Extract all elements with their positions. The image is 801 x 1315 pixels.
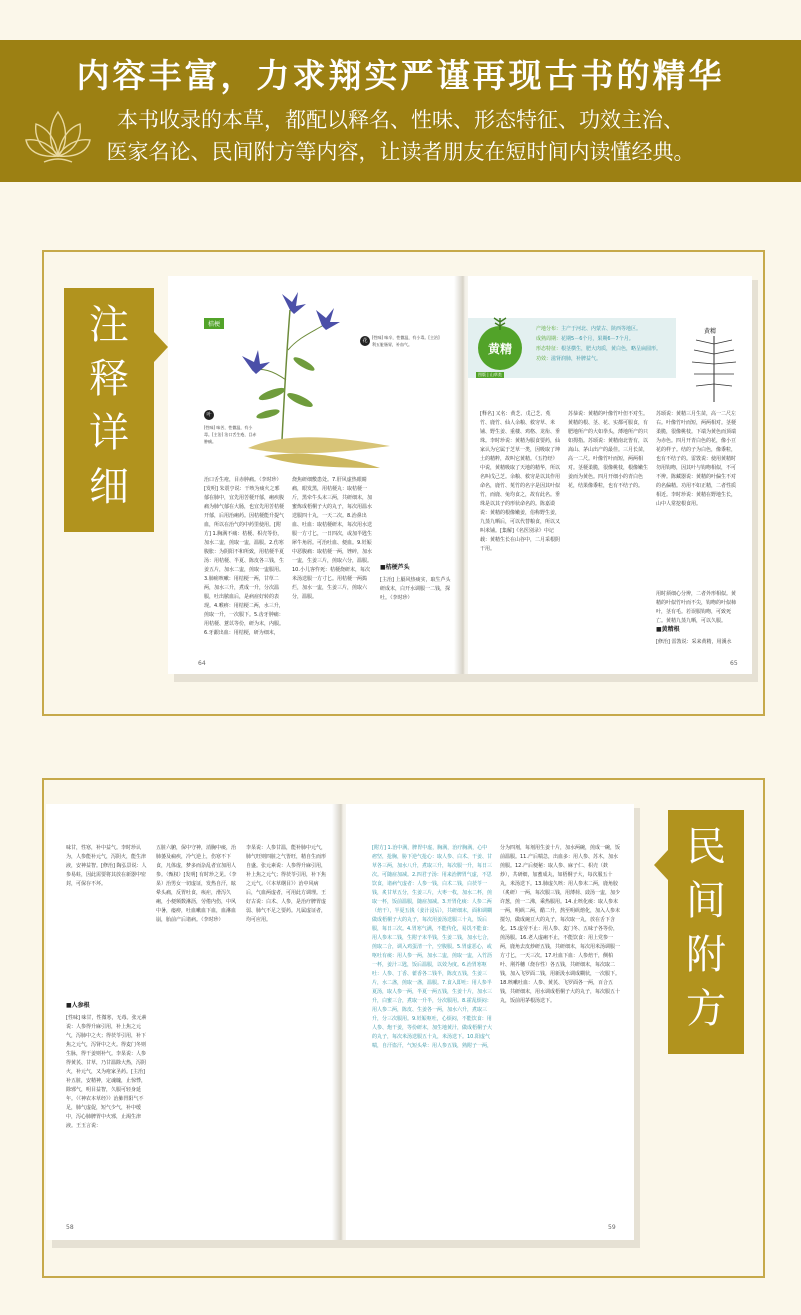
section-heading: ■黄精根 [656, 626, 680, 633]
platycodon-root-illustration [244, 422, 394, 474]
text-column: [修治] 雷敩说：采来黄精，用溪水 [656, 639, 732, 645]
info-row [536, 344, 672, 354]
leaf-note-marker: 叶 [204, 410, 214, 420]
info-value: 花期5－6个月，果期6－7个月。 [561, 336, 634, 342]
remedy-column: 分为四剂，每剂用生姜十片，加水两碗，煎成一碗，饭前温服。11.产后喘急，出血多：用人参、苏木，加水煎服。12.产后便秘：取人参、麻子仁、枳壳（麸炒），共研细，加蜜成丸，如梧桐子大，每次服五十丸，米汤送下。13.肺虚久咳：用人参末二两，鹿角胶（炙研）一两，每次服三钱，用薄荷、豉汤一盅，加少许葱，煎一二沸，乘热服用。14.止咳化痰：取人参末一两，明矾二两，醋二升，熬至明矾熔化，加入人参末搅匀，做成豌豆大的丸子，每次取一丸，放在舌下含化。15.虚劳不止：用人参、麦门冬、五味子各等份，煎汤服。16.老人虚痢不止，不能饮食：用上党参一两，鹿角去皮炒研五钱，共研细末，每次用米汤调服一方寸匕，一天三次。17.吐血下血：人参焙干，侧柏叶、荆芥穗（烧存性）各五钱，共研细末，每次取二钱，加入飞罗面二钱，用新汲水调成糊状，一次服下。18.咳嗽吐血：人参、黄芪、飞罗面各一两，百合五钱，共研细末，用水调成梧桐子大的丸子，每次服五十丸，饭前用茅根汤送下。 [500, 845, 621, 1004]
herb-badge [478, 326, 522, 370]
page-number: 65 [730, 660, 738, 667]
header-banner [0, 40, 801, 182]
tag-char: 间 [686, 878, 726, 924]
info-value: 根茎横生，肥大肉质，黄白色，略呈扁圆形。 [561, 346, 662, 352]
page-number: 58 [66, 1224, 74, 1231]
page-number: 64 [198, 660, 206, 667]
text-column: [性味] 味甘，性微寒，无毒。张元素说：人参得升麻引用，补上焦之元气，泻肺中之火；得茯苓引用，补下焦之元气，泻肾中之火。得麦门冬则生脉，得干姜则补气。李杲说：人参得黄芪、甘草，乃甘温除大热，泻阴火，补元气，又为疮家圣药。[主治] 补五脏，安精神，定魂魄，止惊悸，除邪气，明目益智，久服可轻身延年。（《神农本草经》）治肺胃阳气不足，肺气虚促，短气少气，补中缓中，泻心肺脾胃中火邪，止渴生津液。王玉言说： [66, 1015, 147, 1129]
text-column: 李杲说：人参甘温，能补肺中元气，肺气旺则四脏之气皆旺，精自生而形自盛。张元素说：人参得升麻引用，补上焦之元气；得茯苓引用，补下焦之元气。（《本草纲目》）治中风病后，气血两虚者，可用此方调理。王好古说：白术、人参，是治疗脾胃虚弱、肺气不足之要药。凡属虚证者，均可应用。 [246, 845, 327, 923]
herb-info-list [536, 324, 672, 364]
section-heading: ■桔梗芦头 [380, 564, 410, 571]
section-tag-annotation [64, 288, 154, 532]
info-row [536, 334, 672, 344]
corner-label: 黄精 [704, 328, 717, 335]
info-value: 主产于河北、内蒙古、陕西等地区。 [561, 326, 642, 332]
polygonatum-illustration [684, 332, 744, 402]
tag-char: 释 [89, 356, 129, 402]
banner-description-line-1: 本书收录的本草，都配以释名、性味、形态特征、功效主治、 [117, 108, 684, 132]
banner-description-line-2: 医家名论、民间附方等内容，让读者朋友在短时间内读懂经典。 [106, 140, 695, 164]
page-64 [168, 276, 462, 674]
text-column: 味甘，性寒，补中益气。李时珍认为，人参能补元气，泻阴火，能生津液，安神益智。[修治] 陶弘景说：人参易蛀，因此需要将其放在新器中密封，可保存不坏。 [66, 845, 147, 887]
book-spread-annotation [168, 276, 758, 682]
herb-category: 图版 | 山草类 [478, 372, 502, 377]
text-column: 五脏六腑，保中守神，消胸中痰，治肺萎及痫疾，冷气逆上，伤寒不下食，凡体虚，梦多而杂乱者宜加用人参。（甄权）[发明] 有时珍之见。（李杲）治男女一切虚证，发热自汗，眩晕头痛，反胃吐食，痎疟，滑泻久痢，小便频数淋沥，劳倦内伤，中风中暑，痿痹，吐血嗽血下血，血淋血崩，胎前产后诸病。（李时珍） [156, 845, 237, 923]
tag-char: 注 [89, 302, 129, 348]
info-row [536, 324, 672, 334]
text-column: [释名] 又名：黄芝、戊己芝、菟竹、鹿竹、仙人余粮、救穷草、米铺、野生姜、重楼、鸡格、龙衔、垂珠。李时珍说：黄精为服食要药，仙家认为它属于芝草一类，因吸取了坤土的精粹，故叫它黄精。《五符经》中说，黄精吸取了天地的精华，所以名叫戊己芝。余粮、救穷是以其作用命名，鹿竹、菟竹的名字是因其叶似竹，而鹿、兔均食之，故有此名。垂珠是以其子的形状命名的。陈嘉谟说：黄精的根像嫩姜，俗称野生姜，九蒸九晒后，可以代替粮食，所以又叫米铺。[集解]《名医别录》中记载：黄精生长在山谷中，二月采根阴干用。 [480, 411, 561, 552]
text-column: 苏颂说：黄精三月生苗，高一二尺左右。叶像竹叶而短，两两相对。茎梗柔脆，很像桃枝。下端为黄色而顶端为赤色。四月开青白色的花，像小豆花的样子。结的子为白色，像黍粒，也有不结子的。雷敩说：使用黄精时勿用钩吻，因其叶与钩吻相似，不可不辨。陈藏器说：黄精的叶偏生不对的名偏精。功用不如正精，二者性质相近。李时珍说：黄精在野地生长，山中人常挖根食用。 [656, 411, 737, 507]
herb-name: 黄精 [487, 342, 512, 356]
info-label: 产地分布： [536, 326, 562, 332]
leaf-icon [492, 316, 508, 330]
tag-arrow-icon [654, 850, 668, 880]
info-value: 滋肾润肺，补脾益气。 [551, 356, 602, 362]
remedy-column: [附方] 1.治中满，脾胃中虚，胸满，治疗胸满，心中痞坚，抢胸，胁下逆气抢心：取人参、白术、干姜、甘草各三两，加水八升，煮取三升，每次服一升，每日三次。可随症加减。2.四君子汤：用来治脾胃气虚，不思饮食，诸病气虚者：人参一钱，白术二钱，白茯苓一钱，炙甘草五分，生姜三片，大枣一枚，加水二杯，煎取一杯，饭前温服，随症加减。3.开胃化痰：人参二两（焙干），半夏五钱（姜汁浸后），共研细末，面和调糊做成梧桐子大的丸子，每次用姜汤送服三十丸，饭后服，每日三次。4.胃寒气满，不能传化，易饥不能食：用人参末二钱，生附子末半钱，生姜二钱，加水七合，煎取二合，调入鸡蛋清一个，空腹服。5.胃虚恶心，或呕吐有痰：用人参一两，加水二盅，煎取一盅，入竹沥一杯，姜汁三匙，饭后温服，以效为度。6.治胃寒呕吐：人参、丁香、藿香各二钱半，陈皮五钱，生姜三片，水二盏，煎取一盏，温服。7.食入即吐：用人参半夏汤，取人参一两，半夏一两五钱，生姜十片，加水三升，白蜜三合，煮取一升半，分次服用。8.霍乱烦闷：用人参二两，陈皮、生姜各一两，加水六升，煮取三升，分三次服用。9.妊娠呕吐，心烦闷，不能饮食：用人参、炮干姜，等份研末，加生地黄汁，做成梧桐子大的丸子，每次米汤送服五十丸，米汤送下。10.阳虚气喘，自汗盗汗，气短头晕：用人参五钱，熟附子一两， [372, 845, 493, 1049]
info-label: 功效： [536, 356, 552, 362]
text-column: [主治] 上膈风热痰实，取生芦头研成末，白开水调服一二钱，探吐。（李时珍） [380, 577, 451, 601]
section-heading: ■人参根 [66, 1002, 90, 1009]
page-58 [46, 804, 340, 1240]
tag-char: 附 [686, 932, 726, 978]
info-row [536, 354, 672, 364]
text-column: 用时须细心分辨，二者外形相似。黄精的叶似竹叶而不尖，钩吻的叶似柿叶，茎有毛。若误服钩吻，可致死亡。黄精九蒸九晒，可以久服。 [656, 591, 737, 624]
tag-arrow-icon [154, 332, 168, 362]
info-label: 形态特征： [536, 346, 562, 352]
page-65 [468, 276, 752, 674]
page-59 [346, 804, 634, 1240]
flower-note-marker: 花 [360, 336, 370, 346]
text-column: 烧焦研细敷患处。7.肝风虚热眼睛痛，眼发黑，用桔梗丸：取桔梗一斤，黑牵牛头末三两，共研细末，加蜜炼成梧桐子大的丸子，每次用温水送服四十丸，一天二次。8.治鼻出血、吐血：取桔梗研末，每次用水送服一方寸匕，一日四次，或加半匙生犀牛角屑。可治吐血、便血。9.妊娠中恶腹痛：取桔梗一两，锉碎，加水一盅，生姜三片，煎取六分，温服。10.小儿客忤死：桔梗烧研末，每次米汤送服一方寸匕。用桔梗一两捣烂，加水一盅，生姜三片，煎取六分，温服。 [292, 477, 373, 600]
flower-note-text: [性味] 味辛，性微温，有小毒。[主治] 利五脏肠胃，补血气。 [372, 335, 440, 347]
tag-char: 民 [686, 824, 726, 870]
text-column: 治口舌生疮，目赤肿痛。（李时珍）[发明] 朱震亨说：干咳为痰火之邪郁在肺中，宜先用苦梗开郁，痢疾腹痛为肺气郁在大肠，也宜先用苦桔梗开郁，后用治痢药。因桔梗能升提气血，所以在治气的中药里使用。[附方] 1.胸满不痛：桔梗、枳壳等份，加水二盅，煎取一盅，温服。2.伤寒腹胀：为阴阳不和所致，用桔梗半夏汤：用桔梗、半夏、陈皮各三钱，生姜五片，加水二盅，煎取一盅服用。3.肺痈咳嗽：用桔梗一两，甘草二两，加水三升，煮成一升，分次温服，吐出脓血后，是病症好转的表现。4.喉痹：用桔梗二两，水三升，煎取一升，一次服下。5.齿牙肿痛：用桔梗、薏苡等份，研为末，内服。6.牙龈出血：用桔梗，研为细末， [204, 477, 285, 636]
text-column: 苏恭说：黄精的叶像竹叶但不对生。黄精的根、茎、花、实都可服食，有肥地所产的大如拳头，薄地所产的只如拇指。苏颂说：黄精南北皆有，以嵩山、茅山出产的最佳。三月长苗，高一二尺。叶像竹叶而短，两两相对。茎梗柔脆，很像桃枝，根像嫩生姜而为黄色。四月开细小的青白色花，结果像黍粒，也有不结子的。 [568, 411, 649, 489]
plant-label: 桔梗 [204, 318, 224, 329]
platycodon-illustration [212, 290, 372, 440]
leaf-note-text: [性味] 味苦，性微温，有小毒。[主治] 治口舌生疮，目赤肿痛。 [204, 425, 257, 444]
book-spread-folk-remedy [46, 804, 640, 1248]
tag-char: 详 [89, 410, 129, 456]
info-label: 成熟周期： [536, 336, 562, 342]
tag-char: 方 [686, 986, 726, 1032]
page-number: 59 [608, 1224, 616, 1231]
section-tag-folk-remedy [668, 810, 744, 1054]
tag-char: 细 [89, 464, 129, 510]
banner-title: 内容丰富，力求翔实严谨再现古书的精华 [76, 56, 725, 95]
